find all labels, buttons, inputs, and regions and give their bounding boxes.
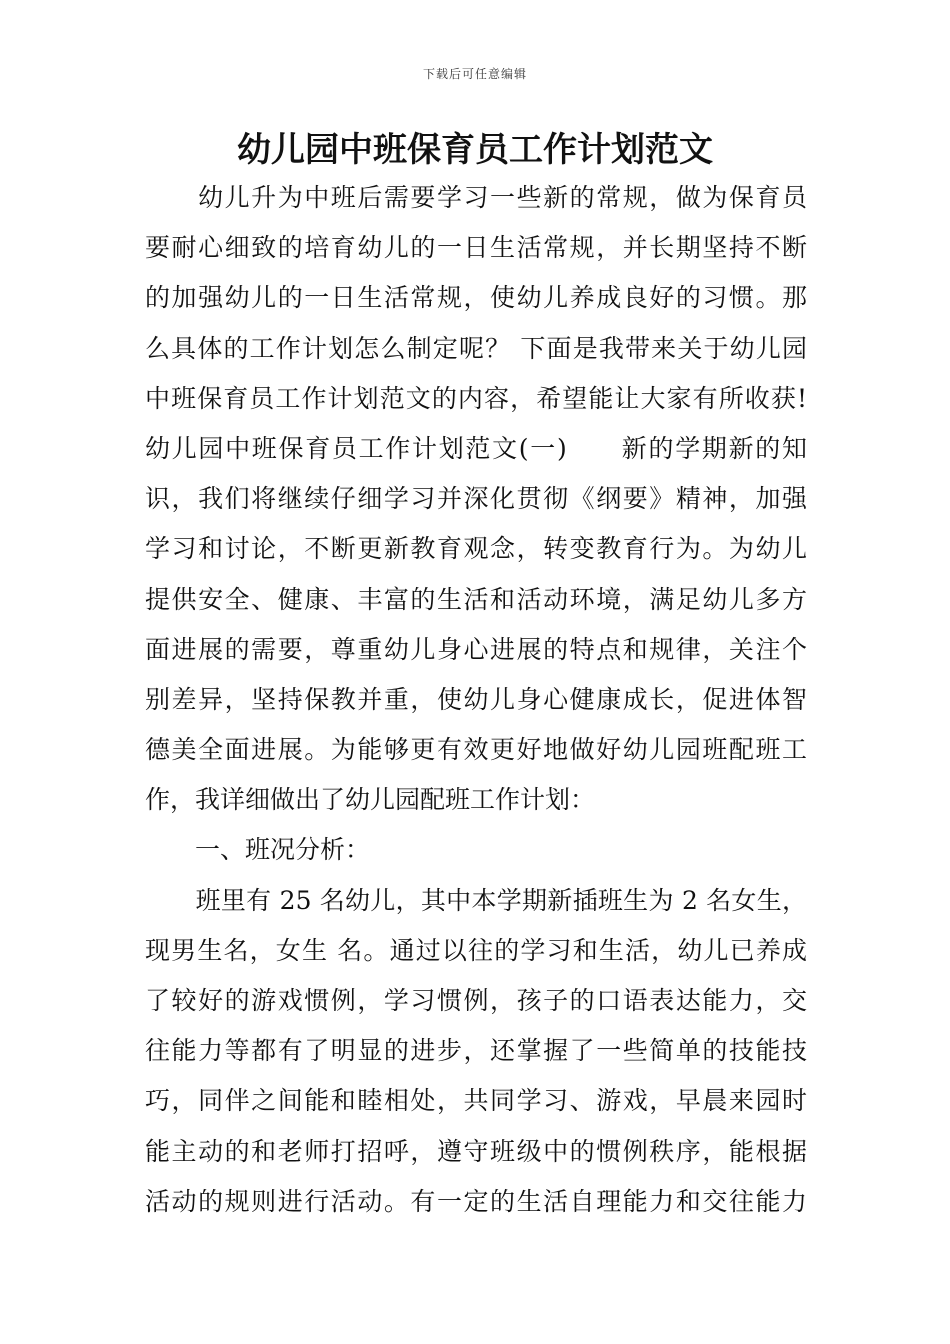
body-line-15: 班里有 25 名幼儿，其中本学期新插班生为 2 名女生， bbox=[145, 885, 807, 915]
body-line-4: 么具体的工作计划怎么制定呢？ 下面是我带来关于幼儿园 bbox=[145, 333, 807, 363]
body-line-13: 作，我详细做出了幼儿园配班工作计划： bbox=[145, 785, 596, 815]
body-line-11: 别差异，坚持保教并重，使幼儿身心健康成长，促进体智 bbox=[145, 684, 807, 714]
document-body bbox=[145, 173, 807, 1227]
section-heading-class-analysis: 一、班况分析： bbox=[145, 835, 371, 865]
body-line-3: 的加强幼儿的一日生活常规，使幼儿养成良好的习惯。那 bbox=[145, 283, 807, 313]
header-note: 下载后可任意编辑 bbox=[422, 67, 527, 81]
body-line-8: 学习和讨论，不断更新教育观念，转变教育行为。为幼儿 bbox=[145, 534, 807, 564]
body-line-19: 巧，同伴之间能和睦相处，共同学习、游戏，早晨来园时 bbox=[145, 1086, 807, 1116]
body-line-5: 中班保育员工作计划范文的内容，希望能让大家有所收获! bbox=[145, 383, 807, 413]
document-title: 幼儿园中班保育员工作计划范文 bbox=[237, 130, 713, 170]
body-line-18: 往能力等都有了明显的进步，还掌握了一些简单的技能技 bbox=[145, 1036, 807, 1066]
body-line-9: 提供安全、健康、丰富的生活和活动环境，满足幼儿多方 bbox=[145, 584, 807, 614]
body-line-12: 德美全面进展。为能够更有效更好地做好幼儿园班配班工 bbox=[145, 735, 807, 765]
body-line-10: 面进展的需要，尊重幼儿身心进展的特点和规律，关注个 bbox=[145, 634, 807, 664]
body-line-1: 幼儿升为中班后需要学习一些新的常规，做为保育员 bbox=[145, 183, 807, 212]
body-line-6: 幼儿园中班保育员工作计划范文(一) 新的学期新的知 bbox=[145, 433, 807, 463]
body-line-21: 活动的规则进行活动。有一定的生活自理能力和交往能力 bbox=[145, 1186, 807, 1216]
body-line-17: 了较好的游戏惯例，学习惯例，孩子的口语表达能力，交 bbox=[145, 986, 807, 1015]
body-line-16: 现男生名，女生 名。通过以往的学习和生活，幼儿已养成 bbox=[145, 935, 807, 965]
body-line-20: 能主动的和老师打招呼，遵守班级中的惯例秩序，能根据 bbox=[145, 1136, 807, 1166]
body-line-2: 要耐心细致的培育幼儿的一日生活常规，并长期坚持不断 bbox=[145, 233, 807, 263]
body-line-7: 识，我们将继续仔细学习并深化贯彻《纲要》精神，加强 bbox=[145, 484, 807, 514]
